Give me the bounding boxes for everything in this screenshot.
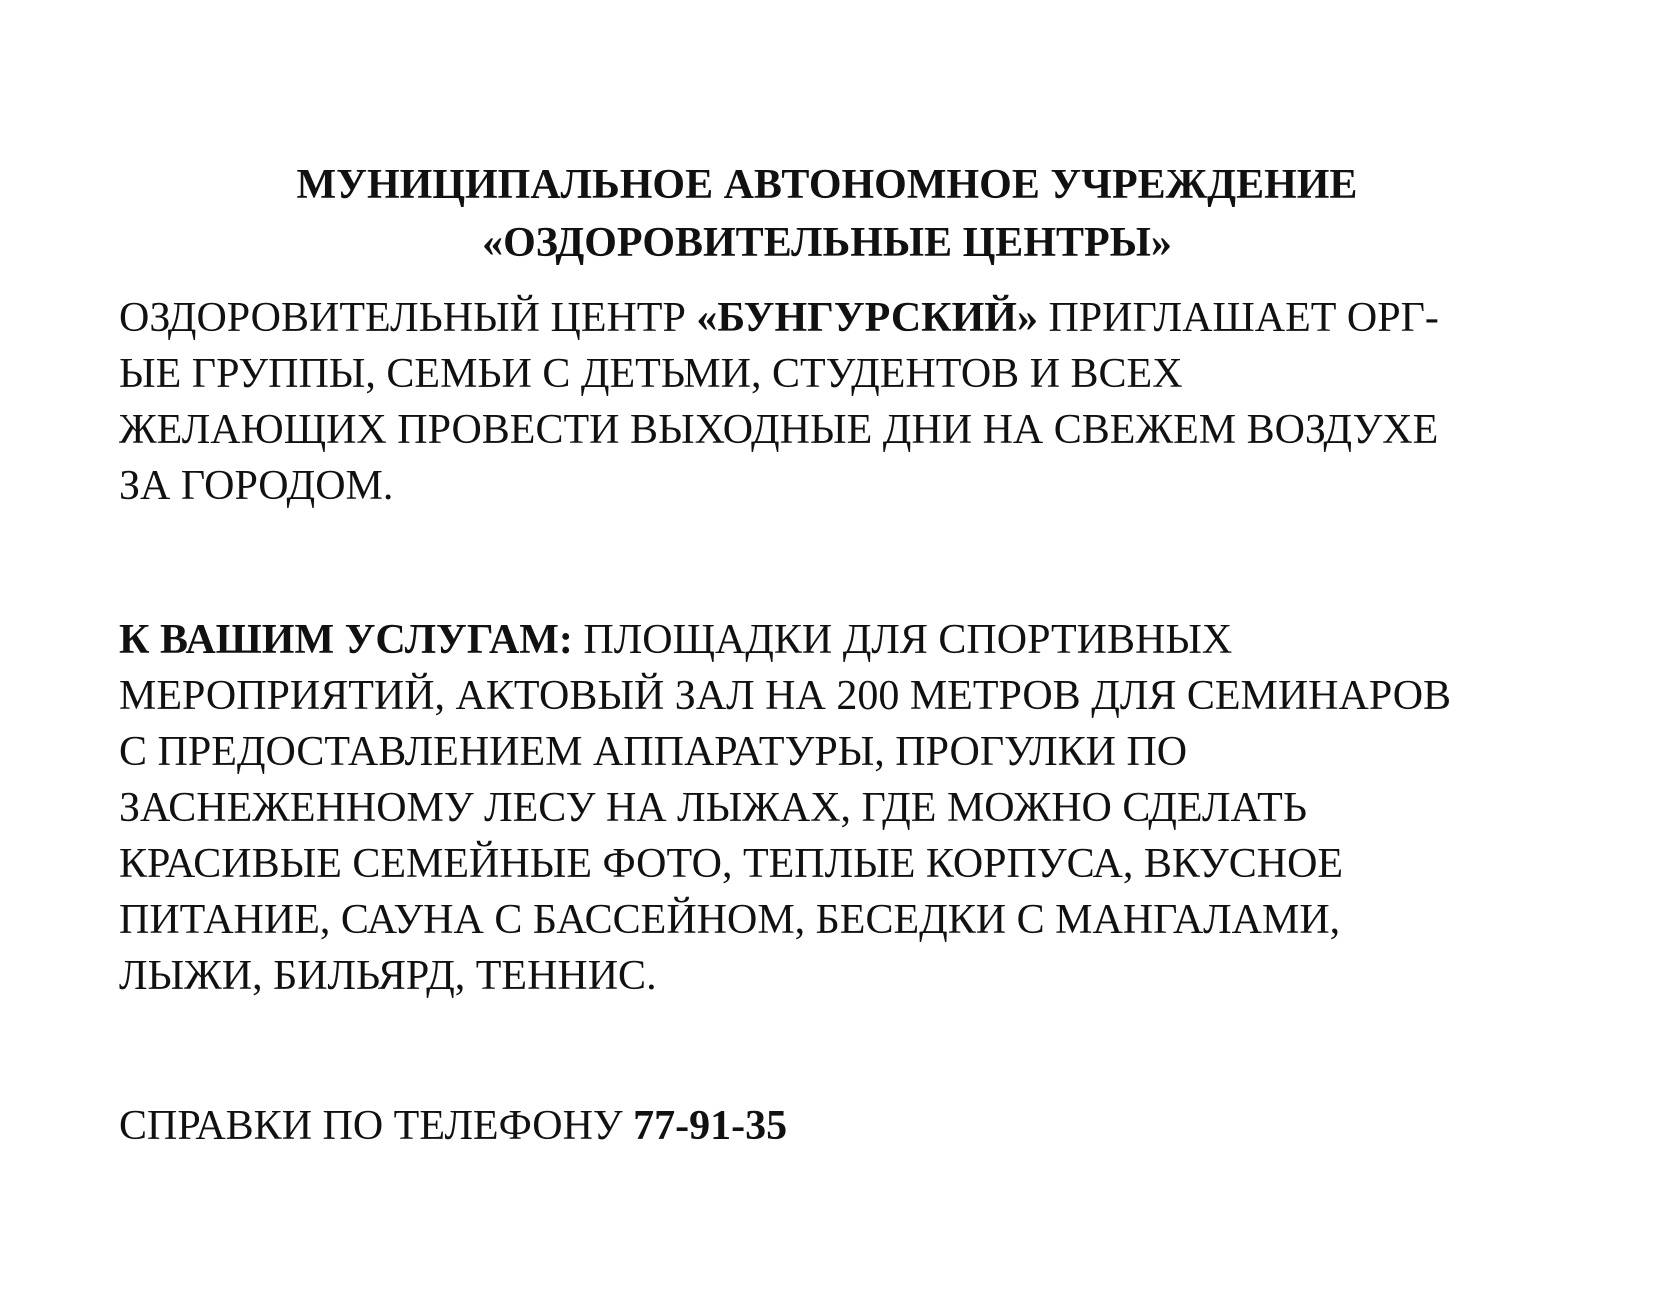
intro-line-3: ЖЕЛАЮЩИХ ПРОВЕСТИ ВЫХОДНЫЕ ДНИ НА СВЕЖЕМ ВОЗДУХЕ	[119, 407, 1439, 453]
services-line-4: ЗАСНЕЖЕННОМУ ЛЕСУ НА ЛЫЖАХ, ГДЕ МОЖНО СДЕЛАТЬ	[119, 785, 1307, 831]
intro-line-1	[119, 290, 1559, 346]
services-line-5: КРАСИВЫЕ СЕМЕЙНЫЕ ФОТО, ТЕПЛЫЕ КОРПУСА, ВКУСНОЕ	[119, 841, 1344, 887]
intro-line-2: ЫЕ ГРУППЫ, СЕМЬИ С ДЕТЬМИ, СТУДЕНТОВ И ВСЕХ	[119, 351, 1183, 397]
services-line-6: ПИТАНИЕ, САУНА С БАССЕЙНОМ, БЕСЕДКИ С МАНГАЛАМИ,	[119, 897, 1341, 943]
services-paragraph	[119, 612, 1559, 1004]
intro-line-1-prefix: ОЗДОРОВИТЕЛЬНЫЙ ЦЕНТР	[119, 295, 697, 341]
services-line-7: ЛЫЖИ, БИЛЬЯРД, ТЕННИС.	[119, 953, 657, 999]
services-line-1	[119, 612, 1559, 668]
contact-paragraph	[119, 1098, 1559, 1154]
organization-header	[0, 156, 1654, 272]
intro-paragraph	[119, 290, 1559, 514]
intro-line-1-suffix: ПРИГЛАШАЕТ ОРГ-	[1037, 295, 1439, 341]
phone-number: 77-91-35	[633, 1103, 788, 1149]
services-line-1-rest: ПЛОЩАДКИ ДЛЯ СПОРТИВНЫХ	[572, 617, 1233, 663]
intro-line-4: ЗА ГОРОДОМ.	[119, 463, 394, 509]
header-line-1: МУНИЦИПАЛЬНОЕ АВТОНОМНОЕ УЧРЕЖДЕНИЕ	[296, 162, 1358, 208]
contact-line	[119, 1098, 1559, 1154]
contact-label: СПРАВКИ ПО ТЕЛЕФОНУ	[119, 1103, 634, 1149]
center-name: «БУНГУРСКИЙ»	[696, 295, 1038, 341]
services-line-3: С ПРЕДОСТАВЛЕНИЕМ АППАРАТУРЫ, ПРОГУЛКИ ПО	[119, 729, 1188, 775]
header-line-2: «ОЗДОРОВИТЕЛЬНЫЕ ЦЕНТРЫ»	[482, 220, 1172, 266]
services-line-2: МЕРОПРИЯТИЙ, АКТОВЫЙ ЗАЛ НА 200 МЕТРОВ ДЛЯ СЕМИНАРОВ	[119, 673, 1452, 719]
services-label: К ВАШИМ УСЛУГАМ:	[119, 617, 573, 663]
